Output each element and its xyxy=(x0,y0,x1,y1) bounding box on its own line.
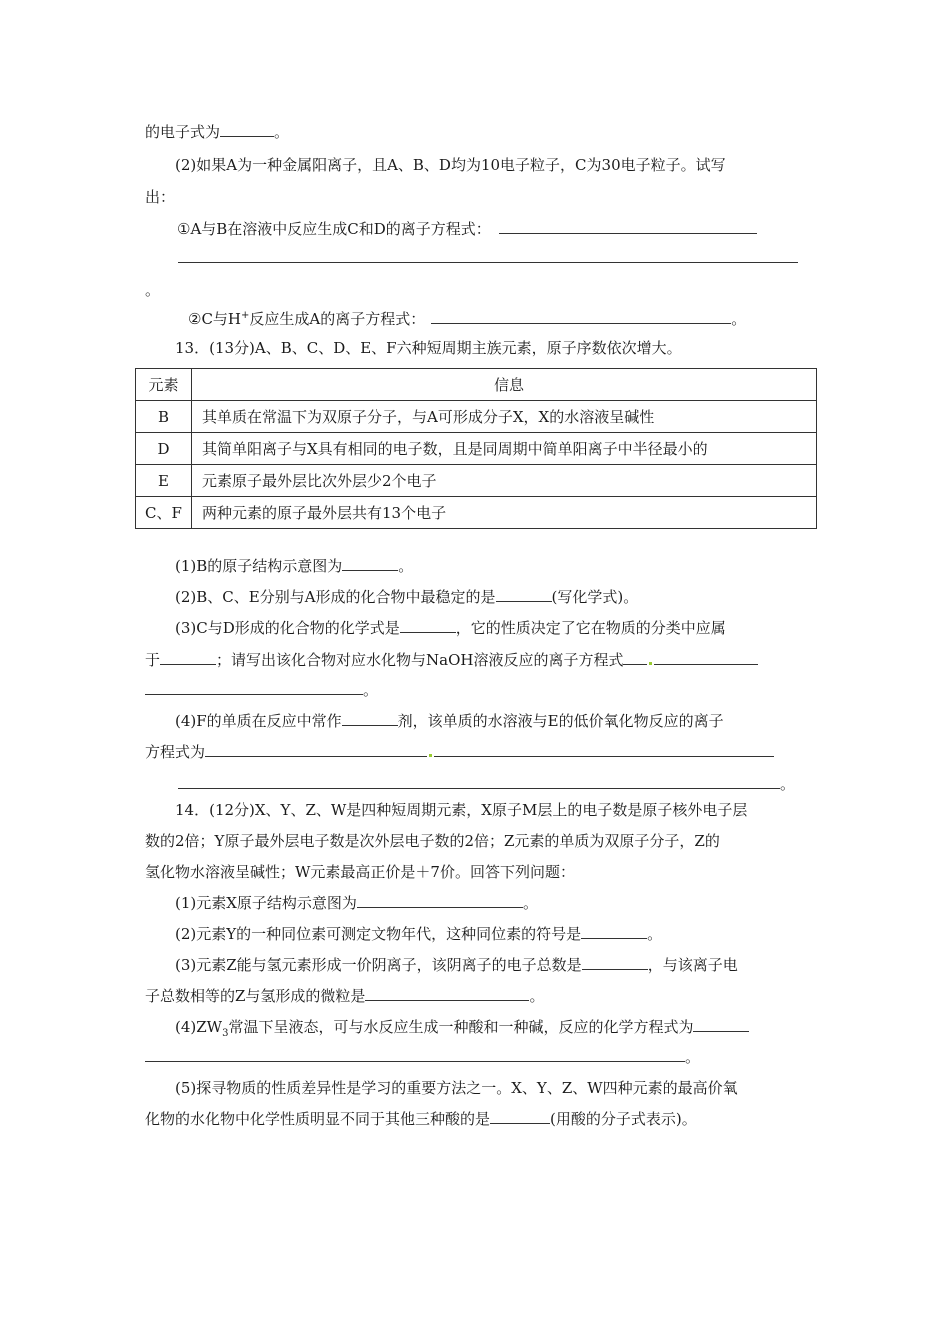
answer-blank[interactable] xyxy=(490,1109,550,1124)
answer-blank[interactable] xyxy=(499,219,757,234)
table-cell-element: D xyxy=(136,433,192,465)
q13-part3-line2: 于 ；请写出该化合物对应水化物与NaOH溶液反应的离子方程式 xyxy=(145,650,758,670)
answer-line[interactable] xyxy=(178,262,798,263)
table-cell-info: 其单质在常温下为双原子分子，与A可形成分子X，X的水溶液呈碱性 xyxy=(192,401,817,433)
table-header-info: 信息 xyxy=(192,369,817,401)
table-cell-element: B xyxy=(136,401,192,433)
q13-heading: 13．(13分)A、B、C、D、E、F六种短周期主族元素，原子序数依次增大。 xyxy=(175,339,682,357)
answer-blank[interactable] xyxy=(693,1017,749,1032)
answer-blank[interactable] xyxy=(220,122,274,137)
table-cell-element: C、F xyxy=(136,497,192,529)
q14-intro-line2: 数的2倍；Y原子最外层电子数是次外层电子数的2倍；Z元素的单质为双原子分子，Z的 xyxy=(145,832,720,850)
answer-blank[interactable] xyxy=(205,742,427,757)
answer-blank[interactable] xyxy=(434,742,774,757)
answer-blank[interactable] xyxy=(623,650,647,665)
q13-part4-line2: 方程式为 xyxy=(145,742,774,762)
table-row xyxy=(136,497,817,529)
answer-blank[interactable] xyxy=(342,711,398,726)
q14-part3-line2: 子总数相等的Z与氢形成的微粒是 。 xyxy=(145,987,545,1005)
q14-part4-line2: 。 xyxy=(145,1047,700,1067)
table-header-element: 元素 xyxy=(136,369,192,401)
answer-blank[interactable] xyxy=(145,680,363,695)
q12-part2-line1: (2)如果A为一种金属阳离子，且A、B、D均为10电子粒子，C为30电子粒子。试写 xyxy=(175,156,726,174)
q13-part1: (1)B的原子结构示意图为 。 xyxy=(175,557,414,575)
answer-blank[interactable] xyxy=(582,955,648,970)
table-row xyxy=(136,465,817,497)
answer-blank[interactable] xyxy=(654,650,758,665)
table-cell-info: 其简单阳离子与X具有相同的电子数，且是同周期中简单阳离子中半径最小的 xyxy=(192,433,817,465)
answer-blank[interactable] xyxy=(160,650,216,665)
q14-part2: (2)元素Y的一种同位素可测定文物年代，这种同位素的符号是 。 xyxy=(175,925,663,943)
answer-blank[interactable] xyxy=(365,986,529,1001)
q14-part5-line1: (5)探寻物质的性质差异性是学习的重要方法之一。X、Y、Z、W四种元素的最高价氧 xyxy=(175,1079,738,1097)
table-header-row xyxy=(136,369,817,401)
table-cell-element: E xyxy=(136,465,192,497)
q13-part4-line3: 。 xyxy=(178,774,795,794)
answer-blank[interactable] xyxy=(178,774,780,789)
q13-part2: (2)B、C、E分别与A形成的化合物中最稳定的是 (写化学式)。 xyxy=(175,588,639,606)
q13-part3-line1: (3)C与D形成的化合物的化学式是 ，它的性质决定了它在物质的分类中应属 xyxy=(175,619,726,637)
mark-dot xyxy=(649,662,652,665)
answer-blank[interactable] xyxy=(342,556,398,571)
q12-line-electron-formula: 的电子式为 。 xyxy=(145,123,290,141)
q14-intro-line1: 14．(12分)X、Y、Z、W是四种短周期元素，X原子M层上的电子数是原子核外电子层 xyxy=(175,801,748,819)
table-row xyxy=(136,433,817,465)
q14-part3-line1: (3)元素Z能与氢元素形成一价阴离子，该阴离子的电子总数是 ，与该离子电 xyxy=(175,956,738,974)
q14-part1: (1)元素X原子结构示意图为 。 xyxy=(175,894,538,912)
table-cell-info: 两种元素的原子最外层共有13个电子 xyxy=(192,497,817,529)
q13-part4-line1: (4)F的单质在反应中常作 剂，该单质的水溶液与E的低价氧化物反应的离子 xyxy=(175,712,724,730)
mark-dot xyxy=(429,754,432,757)
answer-blank[interactable] xyxy=(431,309,731,324)
table-row xyxy=(136,401,817,433)
answer-blank[interactable] xyxy=(581,924,647,939)
answer-blank[interactable] xyxy=(496,587,552,602)
q14-part5-line2: 化物的水化物中化学性质明显不同于其他三种酸的是 (用酸的分子式表示)。 xyxy=(145,1110,697,1128)
answer-blank[interactable] xyxy=(400,618,456,633)
q12-item2: ②C与H+反应生成A的离子方程式： 。 xyxy=(188,310,747,328)
q12-item1-end: 。 xyxy=(145,281,161,299)
element-info-table xyxy=(135,368,817,529)
answer-blank[interactable] xyxy=(357,893,523,908)
q13-part3-line3: 。 xyxy=(145,680,378,700)
answer-blank[interactable] xyxy=(145,1047,685,1062)
q14-intro-line3: 氢化物水溶液呈碱性；W元素最高正价是＋7价。回答下列问题： xyxy=(145,863,575,881)
q12-item1: ①A与B在溶液中反应生成C和D的离子方程式： xyxy=(177,219,757,239)
table-cell-info: 元素原子最外层比次外层少2个电子 xyxy=(192,465,817,497)
q12-part2-line2: 出： xyxy=(145,188,176,206)
q14-part4-line1: $(4)ZW_3$常温下呈液态，可与水反应生成一种酸和一种碱，反应的化学方程式为 xyxy=(175,1017,749,1037)
